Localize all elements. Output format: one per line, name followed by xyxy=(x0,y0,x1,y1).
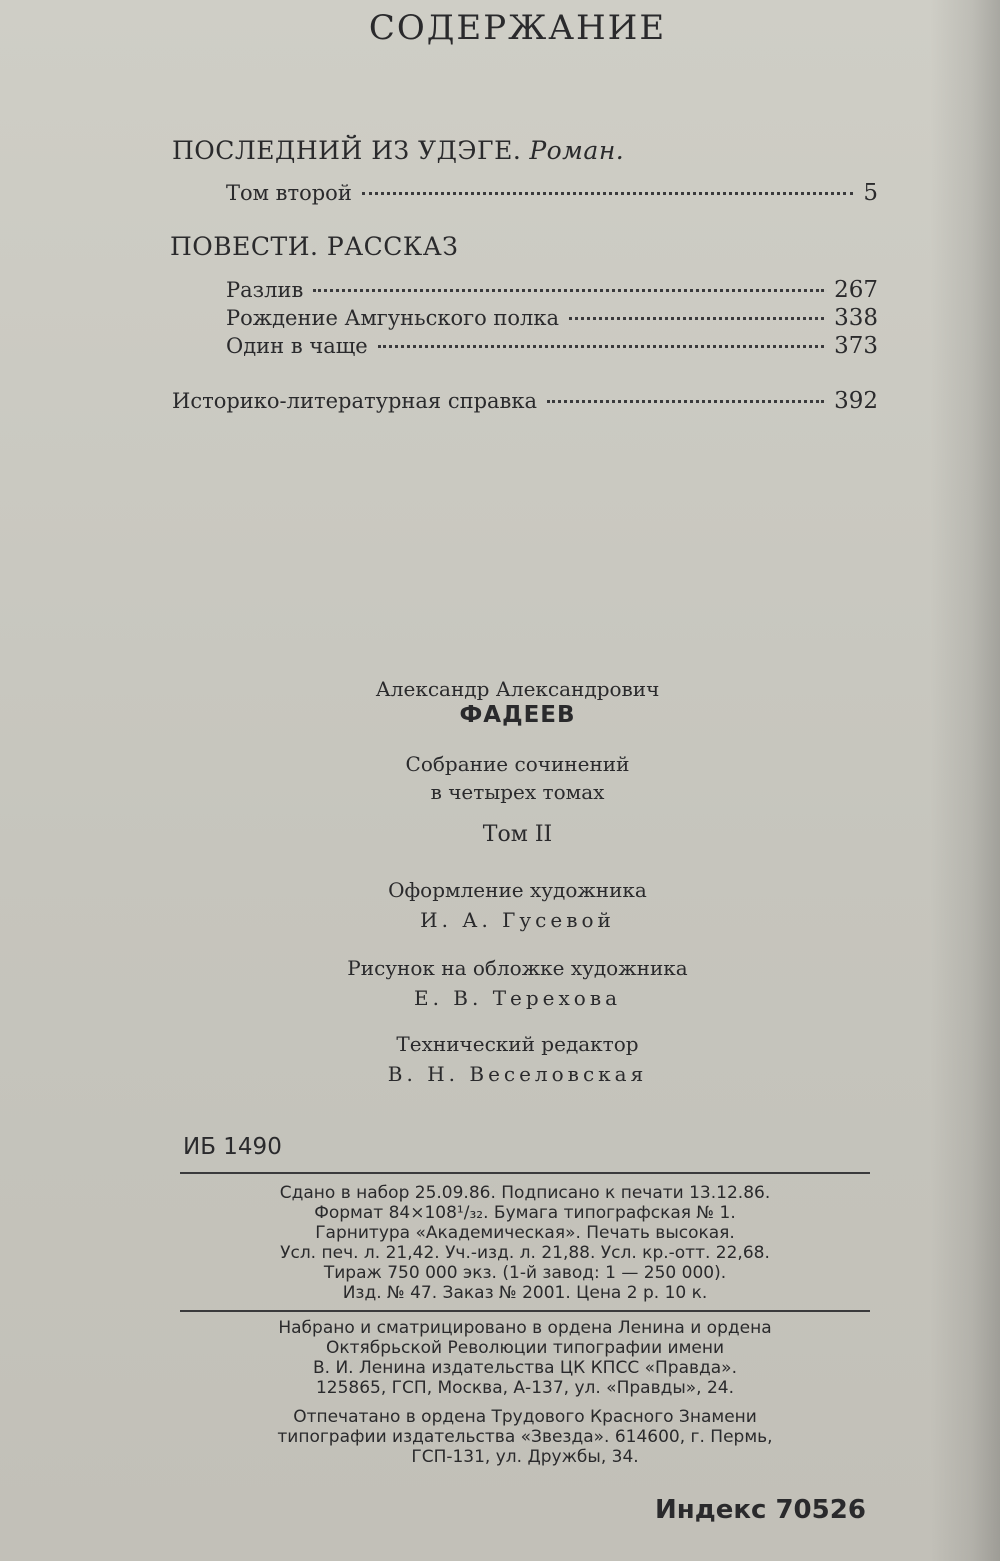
divider-middle xyxy=(180,1310,870,1312)
toc-entry-label: Рождение Амгуньского полка xyxy=(226,306,560,330)
toc-entry-label: Один в чаще xyxy=(226,334,368,358)
leader-dots xyxy=(313,289,824,292)
toc-entry-label: Разлив xyxy=(226,278,304,302)
print-line: Усл. печ. л. 21,42. Уч.-изд. л. 21,88. Усл. кр.-отт. 22,68. xyxy=(280,1243,770,1263)
index-number: Индекс 70526 xyxy=(655,1495,866,1525)
leader-dots xyxy=(362,192,854,195)
printed-by-details xyxy=(180,1407,870,1467)
toc-entry-label: Историко-литературная справка xyxy=(172,389,538,413)
printer-line: 125865, ГСП, Москва, А-137, ул. «Правды», 24. xyxy=(315,1378,735,1398)
author-name: Александр Александрович xyxy=(375,677,660,701)
collection-line2: в четырех томах xyxy=(430,780,605,804)
tech-editor-name: В. Н. Веселовская xyxy=(387,1062,648,1086)
toc-entry[interactable] xyxy=(226,333,878,359)
printer-line: В. И. Ленина издательства ЦК КПСС «Правда». xyxy=(313,1358,737,1378)
leader-dots xyxy=(569,317,824,320)
design-role: Оформление художника xyxy=(388,878,647,902)
toc-entry-page: 338 xyxy=(834,305,878,331)
toc-entry-page: 5 xyxy=(863,180,878,206)
printed-line: типографии издательства «Звезда». 614600, г. Пермь, xyxy=(277,1427,773,1447)
toc-entry-page: 392 xyxy=(834,388,878,414)
section-title-stories: ПОВЕСТИ. РАССКАЗ xyxy=(170,232,459,261)
toc-entry[interactable] xyxy=(226,305,878,331)
toc-entry[interactable] xyxy=(226,277,878,303)
print-line: Гарнитура «Академическая». Печать высокая. xyxy=(315,1223,735,1243)
print-line: Тираж 750 000 экз. (1-й завод: 1 — 250 000). xyxy=(323,1263,727,1283)
printer-line: Октябрьской Революции типографии имени xyxy=(325,1338,725,1358)
toc-title: СОДЕРЖАНИЕ xyxy=(368,8,667,48)
toc-entry-page: 267 xyxy=(834,277,878,303)
section-title-novel-text: ПОСЛЕДНИЙ ИЗ УДЭГЕ. xyxy=(172,136,522,165)
leader-dots xyxy=(378,345,824,348)
print-line: Изд. № 47. Заказ № 2001. Цена 2 р. 10 к. xyxy=(342,1283,708,1303)
printed-line: ГСП-131, ул. Дружбы, 34. xyxy=(411,1447,639,1467)
print-line: Сдано в набор 25.09.86. Подписано к печати 13.12.86. xyxy=(279,1183,771,1203)
print-line: Формат 84×108¹/₃₂. Бумага типографская № 1. xyxy=(314,1203,736,1223)
printer-line: Набрано и сматрицировано в ордена Ленина и ордена xyxy=(278,1318,772,1338)
cover-role: Рисунок на обложке художника xyxy=(347,956,688,980)
ib-number: ИБ 1490 xyxy=(183,1134,282,1160)
tech-editor-role: Технический редактор xyxy=(396,1032,639,1056)
toc-entry-appendix[interactable] xyxy=(172,388,878,414)
divider-top xyxy=(180,1172,870,1174)
author-surname: ФАДЕЕВ xyxy=(459,702,576,728)
section-subtitle-novel: Роман. xyxy=(529,136,625,165)
printed-line: Отпечатано в ордена Трудового Красного Знамени xyxy=(293,1407,757,1427)
design-name: И. А. Гусевой xyxy=(420,908,615,932)
volume-label: Том II xyxy=(482,822,553,847)
section-title-novel xyxy=(172,136,624,165)
toc-entry-label: Том второй xyxy=(226,181,352,205)
printer-details xyxy=(180,1318,870,1398)
toc-entry-page: 373 xyxy=(834,333,878,359)
collection-line1: Собрание сочинений xyxy=(405,752,630,776)
print-details xyxy=(180,1183,870,1303)
cover-name: Е. В. Терехова xyxy=(413,986,622,1010)
toc-entry[interactable] xyxy=(226,180,878,206)
leader-dots xyxy=(547,400,824,403)
